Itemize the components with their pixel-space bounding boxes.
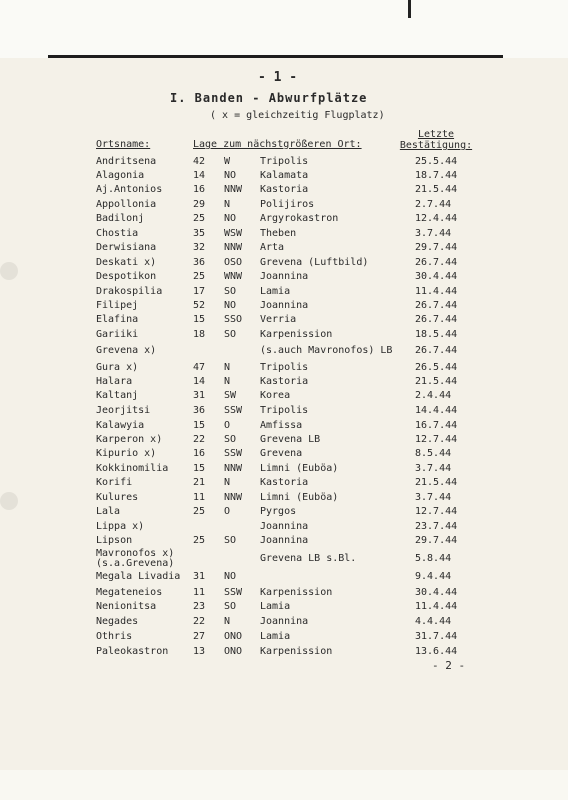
row-date: 26.7.44	[415, 257, 458, 268]
row-reference-town: Tripolis	[260, 362, 309, 373]
row-direction: N	[224, 477, 231, 488]
footer-next-page: - 2 -	[432, 659, 466, 672]
row-date: 12.7.44	[415, 506, 458, 517]
table-row	[0, 199, 568, 214]
page-edge-line	[48, 55, 503, 58]
row-distance: 22	[193, 434, 206, 445]
row-name: Lala	[96, 506, 121, 517]
row-date: 4.4.44	[415, 616, 452, 627]
table-row	[0, 286, 568, 301]
table-row	[0, 271, 568, 286]
row-date: 12.4.44	[415, 213, 458, 224]
table-row	[0, 571, 568, 586]
row-name: Appollonia	[96, 199, 157, 210]
row-direction: SO	[224, 434, 237, 445]
row-name: Derwisiana	[96, 242, 157, 253]
row-name: Kokkinomilia	[96, 463, 169, 474]
row-distance: 25	[193, 506, 206, 517]
row-reference-town: Joannina	[260, 271, 309, 282]
row-distance: 36	[193, 257, 206, 268]
row-reference-town: (s.auch Mavronofos) LB	[260, 345, 393, 356]
row-name: Paleokastron	[96, 646, 169, 657]
row-name: Grevena x)	[96, 345, 157, 356]
row-distance: 35	[193, 228, 206, 239]
table-row	[0, 492, 568, 507]
table-row	[0, 345, 568, 360]
row-reference-town: Grevena LB	[260, 434, 321, 445]
row-distance: 36	[193, 405, 206, 416]
row-distance: 14	[193, 376, 206, 387]
row-reference-town: Joannina	[260, 535, 309, 546]
row-distance: 15	[193, 463, 206, 474]
row-date: 26.7.44	[415, 314, 458, 325]
row-date: 25.5.44	[415, 156, 458, 167]
table-row	[0, 228, 568, 243]
row-reference-town: Lamia	[260, 286, 291, 297]
row-reference-town: Kastoria	[260, 184, 309, 195]
row-direction: N	[224, 376, 231, 387]
row-name: Drakospilia	[96, 286, 163, 297]
row-date: 3.7.44	[415, 228, 452, 239]
table-row	[0, 242, 568, 257]
row-reference-town: Verria	[260, 314, 297, 325]
row-direction: NO	[224, 300, 237, 311]
row-distance: 13	[193, 646, 206, 657]
row-date: 21.5.44	[415, 184, 458, 195]
row-date: 12.7.44	[415, 434, 458, 445]
table-row	[0, 300, 568, 315]
row-direction: SO	[224, 329, 237, 340]
row-direction: W	[224, 156, 231, 167]
row-name: Gura x)	[96, 362, 139, 373]
row-direction: O	[224, 506, 231, 517]
table-row	[0, 463, 568, 478]
row-distance: 31	[193, 390, 206, 401]
row-name: Despotikon	[96, 271, 157, 282]
row-reference-town: Lamia	[260, 601, 291, 612]
row-date: 9.4.44	[415, 571, 452, 582]
row-reference-town: Kastoria	[260, 477, 309, 488]
row-reference-town: Theben	[260, 228, 297, 239]
table-row	[0, 434, 568, 449]
row-direction: SSO	[224, 314, 243, 325]
row-reference-town: Grevena LB s.Bl.	[260, 553, 357, 564]
row-direction: OSO	[224, 257, 243, 268]
row-reference-town: Amfissa	[260, 420, 303, 431]
row-reference-town: Limni (Euböa)	[260, 492, 339, 503]
row-direction: NNW	[224, 463, 243, 474]
row-direction: ONO	[224, 631, 243, 642]
row-date: 23.7.44	[415, 521, 458, 532]
row-date: 16.7.44	[415, 420, 458, 431]
row-direction: SSW	[224, 448, 243, 459]
table-row	[0, 587, 568, 602]
row-direction: NO	[224, 213, 237, 224]
row-name: Kulures	[96, 492, 139, 503]
row-distance: 17	[193, 286, 206, 297]
row-direction: NNW	[224, 184, 243, 195]
row-name: Korifi	[96, 477, 133, 488]
table-row	[0, 156, 568, 171]
row-name: Kaltanj	[96, 390, 139, 401]
page-top-edge	[0, 0, 568, 58]
row-direction: WSW	[224, 228, 243, 239]
row-distance: 16	[193, 184, 206, 195]
row-reference-town: Karpenission	[260, 587, 333, 598]
table-row	[0, 170, 568, 185]
row-name: Badilonj	[96, 213, 145, 224]
table-row	[0, 405, 568, 420]
row-reference-town: Korea	[260, 390, 291, 401]
row-date: 18.5.44	[415, 329, 458, 340]
row-reference-town: Joannina	[260, 300, 309, 311]
row-date: 5.8.44	[415, 553, 452, 564]
row-name: Megala Livadia	[96, 571, 181, 582]
table-row	[0, 646, 568, 661]
row-direction: N	[224, 616, 231, 627]
row-date: 8.5.44	[415, 448, 452, 459]
row-name: Lippa x)	[96, 521, 145, 532]
row-direction: SO	[224, 601, 237, 612]
row-name: Jeorjitsi	[96, 405, 151, 416]
table-row	[0, 376, 568, 391]
row-name: Andritsena	[96, 156, 157, 167]
row-date: 29.7.44	[415, 242, 458, 253]
row-direction: NO	[224, 571, 237, 582]
row-name: Aj.Antonios	[96, 184, 163, 195]
table-row	[0, 420, 568, 435]
row-name: Mavronofos x) (s.a.Grevena)	[96, 548, 175, 569]
row-direction: SSW	[224, 405, 243, 416]
page-bottom-margin	[0, 770, 568, 800]
row-date: 30.4.44	[415, 271, 458, 282]
row-reference-town: Grevena	[260, 448, 303, 459]
row-direction: NO	[224, 170, 237, 181]
row-reference-town: Tripolis	[260, 405, 309, 416]
row-name: Halara	[96, 376, 133, 387]
row-date: 11.4.44	[415, 601, 458, 612]
row-name: Lipson	[96, 535, 133, 546]
row-name: Filipej	[96, 300, 139, 311]
row-distance: 29	[193, 199, 206, 210]
row-name: Nenionitsa	[96, 601, 157, 612]
row-name: Kipurio x)	[96, 448, 157, 459]
row-direction: SW	[224, 390, 237, 401]
row-date: 3.7.44	[415, 492, 452, 503]
row-date: 18.7.44	[415, 170, 458, 181]
row-name: Othris	[96, 631, 133, 642]
row-distance: 15	[193, 420, 206, 431]
table-row	[0, 314, 568, 329]
row-date: 31.7.44	[415, 631, 458, 642]
row-reference-town: Polijiros	[260, 199, 315, 210]
row-distance: 23	[193, 601, 206, 612]
row-reference-town: Arta	[260, 242, 285, 253]
row-distance: 15	[193, 314, 206, 325]
row-name: Elafina	[96, 314, 139, 325]
row-date: 29.7.44	[415, 535, 458, 546]
table-row	[0, 506, 568, 521]
row-distance: 22	[193, 616, 206, 627]
header-ortsname: Ortsname:	[96, 139, 151, 150]
table-row	[0, 616, 568, 631]
page-number: - 1 -	[258, 70, 298, 85]
table-row	[0, 631, 568, 646]
row-name: Chostia	[96, 228, 139, 239]
row-distance: 21	[193, 477, 206, 488]
row-reference-town: Karpenission	[260, 646, 333, 657]
row-date: 13.6.44	[415, 646, 458, 657]
table-row	[0, 521, 568, 536]
row-distance: 11	[193, 587, 206, 598]
row-date: 30.4.44	[415, 587, 458, 598]
row-date: 26.7.44	[415, 300, 458, 311]
table-row	[0, 184, 568, 199]
table-row	[0, 601, 568, 616]
row-distance: 47	[193, 362, 206, 373]
row-date: 3.7.44	[415, 463, 452, 474]
table-row	[0, 390, 568, 405]
row-reference-town: Joannina	[260, 616, 309, 627]
row-name: Negades	[96, 616, 139, 627]
document-title: I. Banden - Abwurfplätze	[170, 91, 368, 105]
row-direction: SSW	[224, 587, 243, 598]
row-date: 11.4.44	[415, 286, 458, 297]
row-distance: 52	[193, 300, 206, 311]
row-reference-town: Grevena (Luftbild)	[260, 257, 369, 268]
row-reference-town: Kalamata	[260, 170, 309, 181]
row-date: 2.4.44	[415, 390, 452, 401]
row-reference-town: Kastoria	[260, 376, 309, 387]
row-direction: NNW	[224, 242, 243, 253]
table-row	[0, 362, 568, 377]
row-distance: 27	[193, 631, 206, 642]
row-direction: N	[224, 362, 231, 373]
row-direction: SO	[224, 286, 237, 297]
row-distance: 25	[193, 213, 206, 224]
row-reference-town: Karpenission	[260, 329, 333, 340]
row-reference-town: Limni (Euböa)	[260, 463, 339, 474]
row-distance: 11	[193, 492, 206, 503]
table-row	[0, 477, 568, 492]
row-distance: 18	[193, 329, 206, 340]
row-date: 26.7.44	[415, 345, 458, 356]
row-name: Karperon x)	[96, 434, 163, 445]
header-letzte-bestaetigung: Letzte Bestätigung:	[399, 129, 473, 151]
row-reference-town: Tripolis	[260, 156, 309, 167]
row-distance: 16	[193, 448, 206, 459]
row-reference-town: Pyrgos	[260, 506, 297, 517]
table-row	[0, 535, 568, 550]
row-distance: 31	[193, 571, 206, 582]
row-date: 2.7.44	[415, 199, 452, 210]
row-distance: 32	[193, 242, 206, 253]
row-date: 21.5.44	[415, 477, 458, 488]
document-subtitle: ( x = gleichzeitig Flugplatz)	[210, 110, 385, 121]
table-row	[0, 548, 568, 569]
row-direction: O	[224, 420, 231, 431]
row-name: Kalawyia	[96, 420, 145, 431]
table-row	[0, 257, 568, 272]
row-direction: ONO	[224, 646, 243, 657]
row-date: 21.5.44	[415, 376, 458, 387]
row-date: 14.4.44	[415, 405, 458, 416]
header-lage: Lage zum nächstgrößeren Ort:	[193, 139, 362, 150]
row-distance: 42	[193, 156, 206, 167]
row-direction: NNW	[224, 492, 243, 503]
row-reference-town: Lamia	[260, 631, 291, 642]
row-name: Gariiki	[96, 329, 139, 340]
table-row	[0, 213, 568, 228]
row-direction: SO	[224, 535, 237, 546]
row-direction: N	[224, 199, 231, 210]
row-reference-town: Argyrokastron	[260, 213, 339, 224]
row-date: 26.5.44	[415, 362, 458, 373]
row-name: Megateneios	[96, 587, 163, 598]
row-name: Alagonia	[96, 170, 145, 181]
row-distance: 14	[193, 170, 206, 181]
row-name: Deskati x)	[96, 257, 157, 268]
table-row	[0, 448, 568, 463]
row-direction: WNW	[224, 271, 243, 282]
table-row	[0, 329, 568, 344]
row-distance: 25	[193, 535, 206, 546]
row-distance: 25	[193, 271, 206, 282]
staple-mark	[408, 0, 411, 18]
row-reference-town: Joannina	[260, 521, 309, 532]
